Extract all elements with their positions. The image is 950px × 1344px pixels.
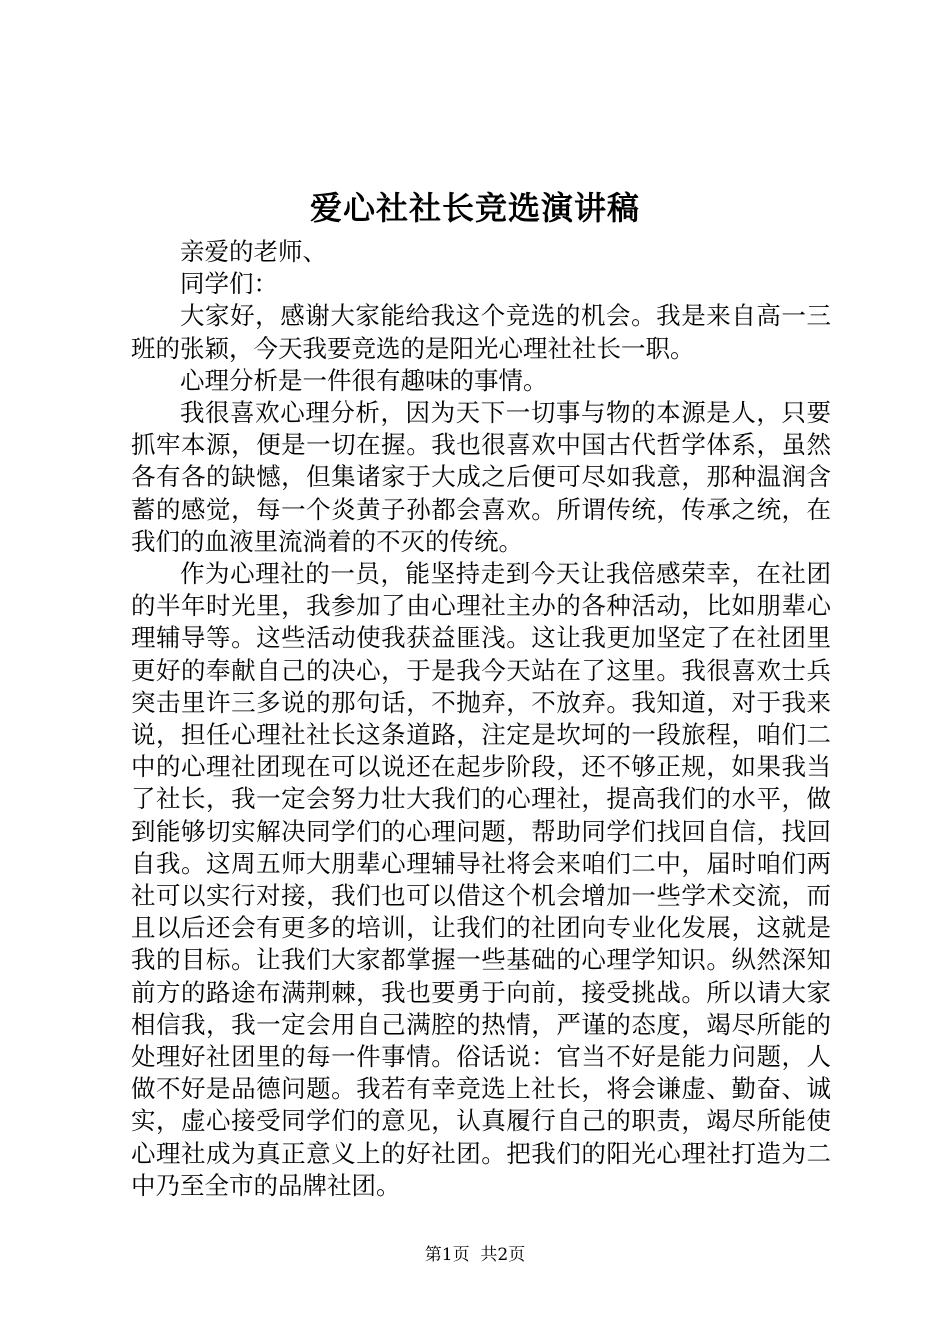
page-footer xyxy=(0,1243,950,1267)
document-body xyxy=(131,236,831,1202)
salutation-line-2: 同学们： xyxy=(180,269,278,299)
salutation-line-1: 亲爱的老师、 xyxy=(180,237,327,266)
paragraph-interest: 心理分析是一件很有趣味的事情。 xyxy=(180,365,548,395)
paragraph-philosophy: 我很喜欢心理分析，因为天下一切事与物的本源是人，只要抓牢本源，便是一切在握。我也很喜欢中国古代哲学体系，虽然各有各的缺憾，但集诸家于大成之后便可尽如我意，那种温润含蓄的感觉，每一个炎黄子孙都会喜欢。所谓传统，传承之统，在我们的血液里流淌着的不灭的传统。 xyxy=(131,398,831,556)
paragraph-intro: 大家好，感谢大家能给我这个竞选的机会。我是来自高一三班的张颖，今天我要竞选的是阳光心理社社长一职。 xyxy=(131,301,831,363)
page-number: 第1页 共2页 xyxy=(424,1245,526,1265)
document-title: 爱心社社长竞选演讲稿 xyxy=(309,189,640,227)
paragraph-main: 作为心理社的一员，能坚持走到今天让我倍感荣幸，在社团的半年时光里，我参加了由心理社主办的各种活动，比如朋辈心理辅导等。这些活动使我获益匪浅。这让我更加坚定了在社团里更好的奉献自己的决心，于是我今天站在了这里。我很喜欢士兵突击里许三多说的那句话，不抛弃，不放弃。我知道，对于我来说，担任心理社社长这条道路，注定是坎坷的一段旅程，咱们二中的心理社团现在可以说还在起步阶段，还不够正规，如果我当了社长，我一定会努力壮大我们的心理社，提高我们的水平，做到能够切实解决同学们的心理问题，帮助同学们找回自信，找回自我。这周五师大朋辈心理辅导社将会来咱们二中，届时咱们两社可以实行对接，我们也可以借这个机会增加一些学术交流，而且以后还会有更多的培训，让我们的社团向专业化发展，这就是我的目标。让我们大家都掌握一些基础的心理学知识。纵然深知前方的路途布满荆棘，我也要勇于向前，接受挑战。所以请大家相信我，我一定会用自己满腔的热情，严谨的态度，竭尽所能的处理好社团里的每一件事情。俗话说：官当不好是能力问题，人做不好是品德问题。我若有幸竞选上社长，将会谦虚、勤奋、诚实，虚心接受同学们的意见，认真履行自己的职责，竭尽所能使心理社成为真正意义上的好社团。把我们的阳光心理社打造为二中乃至全市的品牌社团。 xyxy=(131,559,831,1200)
